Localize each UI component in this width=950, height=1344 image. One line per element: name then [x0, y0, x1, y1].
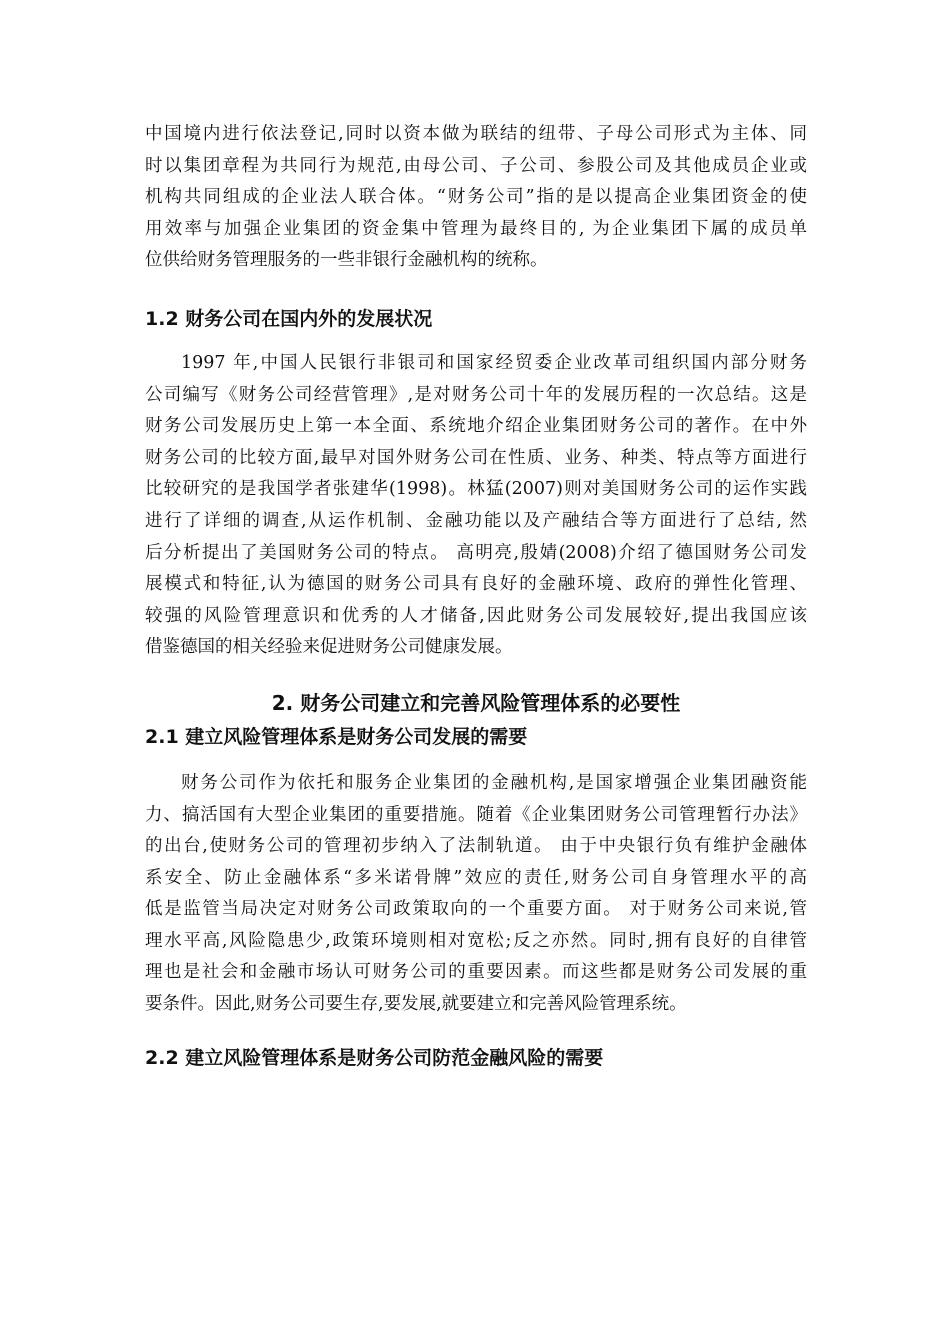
paragraph-line: 1997 年,中国人民银行非银司和国家经贸委企业改革司组织国内部分财务 [181, 352, 807, 373]
paragraph-line: 低是监管当局决定对财务公司政策取向的一个重要方面。 对于财务公司来说,管 [145, 899, 807, 920]
paragraph-line: 进行了详细的调查,从运作机制、金融功能以及产融结合等方面进行了总结, 然 [145, 510, 807, 531]
paragraph-line: 力、搞活国有大型企业集团的重要措施。随着《企业集团财务公司管理暂行办法》 [145, 804, 807, 825]
chapter-2-heading: 2. 财务公司建立和完善风险管理体系的必要性 [271, 690, 681, 715]
paragraph-line: 用效率与加强企业集团的资金集中管理为最终目的, 为企业集团下属的成员单 [145, 218, 807, 239]
paragraph-line: 比较研究的是我国学者张建华(1998)。林猛(2007)则对美国财务公司的运作实践 [145, 479, 807, 500]
paragraph-line: 位供给财务管理服务的一些非银行金融机构的统称。 [145, 250, 548, 271]
paragraph-line: 展模式和特征,认为德国的财务公司具有良好的金融环境、政府的弹性化管理、 [145, 574, 807, 595]
document-body [145, 119, 807, 1073]
section-1-2-paragraph [145, 348, 807, 664]
paragraph-line: 的出台,使财务公司的管理初步纳入了法制轨道。 由于中央银行负有维护金融体 [145, 836, 807, 857]
section-1-2-heading: 1.2 财务公司在国内外的发展状况 [145, 307, 433, 330]
paragraph-line: 公司编写《财务公司经营管理》,是对财务公司十年的发展历程的一次总结。这是 [145, 384, 807, 405]
section-2-2-heading: 2.2 建立风险管理体系是财务公司防范金融风险的需要 [145, 1046, 604, 1069]
paragraph-line: 财务公司的比较方面,最早对国外财务公司在性质、业务、种类、特点等方面进行 [145, 447, 807, 468]
paragraph-line: 机构共同组成的企业法人联合体。“财务公司”指的是以提高企业集团资金的使 [145, 187, 807, 208]
paragraph-line: 较强的风险管理意识和优秀的人才储备,因此财务公司发展较好,提出我国应该 [145, 605, 807, 626]
intro-paragraph [145, 119, 807, 277]
paragraph-line: 中国境内进行依法登记,同时以资本做为联结的纽带、子母公司形式为主体、同 [145, 124, 807, 144]
paragraph-line: 要条件。因此,财务公司要生存,要发展,就要建立和完善风险管理系统。 [145, 994, 687, 1015]
paragraph-line: 借鉴德国的相关经验来促进财务公司健康发展。 [145, 637, 513, 658]
paragraph-line: 后分析提出了美国财务公司的特点。 高明亮,殷婧(2008)介绍了德国财务公司发 [145, 542, 807, 563]
paragraph-line: 系安全、防止金融体系“多米诺骨牌”效应的责任,财务公司自身管理水平的高 [145, 867, 807, 888]
section-2-1-paragraph [145, 768, 807, 1021]
paragraph-line: 财务公司发展历史上第一本全面、系统地介绍企业集团财务公司的著作。在中外 [145, 416, 807, 437]
paragraph-line: 时以集团章程为共同行为规范,由母公司、子公司、参股公司及其他成员企业或 [145, 155, 807, 176]
paragraph-line: 财务公司作为依托和服务企业集团的金融机构,是国家增强企业集团融资能 [181, 772, 807, 793]
paragraph-line: 理水平高,风险隐患少,政策环境则相对宽松;反之亦然。同时,拥有良好的自律管 [145, 930, 807, 951]
section-2-1-heading: 2.1 建立风险管理体系是财务公司发展的需要 [145, 725, 528, 748]
paragraph-line: 理也是社会和金融市场认可财务公司的重要因素。而这些都是财务公司发展的重 [145, 962, 807, 983]
